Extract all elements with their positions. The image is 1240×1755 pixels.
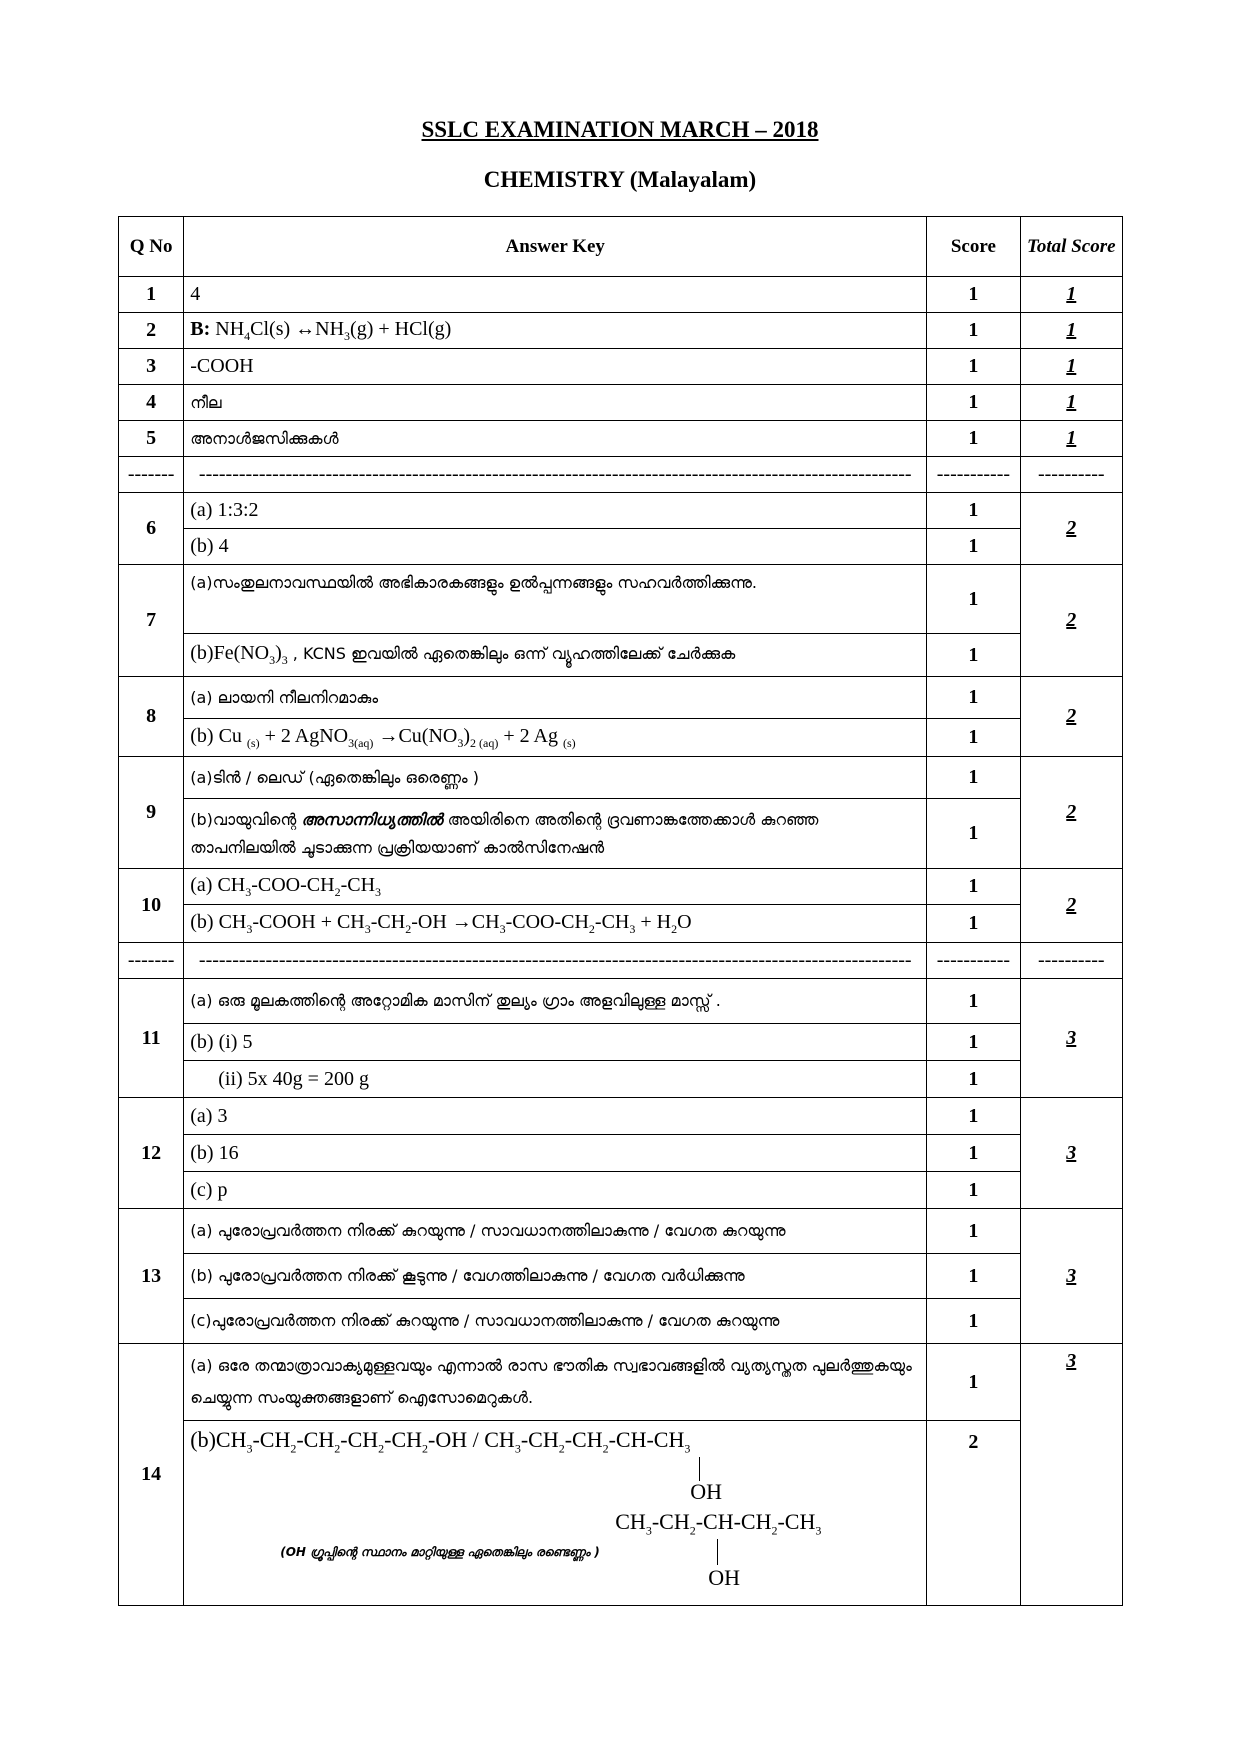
q-number: 14 bbox=[119, 1344, 184, 1606]
table-row bbox=[119, 385, 1123, 421]
total-score: 2 bbox=[1020, 493, 1122, 565]
total-score: 3 bbox=[1020, 979, 1122, 1098]
score: 1 bbox=[927, 277, 1020, 313]
table-row bbox=[119, 799, 1123, 869]
table-row bbox=[119, 421, 1123, 457]
table-row bbox=[119, 1061, 1123, 1098]
oh-label: OH bbox=[708, 1565, 741, 1590]
total-score: 2 bbox=[1020, 757, 1122, 869]
answer-b: $(b)Fe(NO_3)_3$ , KCNS ഇവയിൽ ഏതെങ്കിലും ഒന്ന് വ്യൂഹത്തിലേക്ക് ചേർക്കുക bbox=[184, 634, 927, 677]
q-number: 7 bbox=[119, 565, 184, 677]
table-row bbox=[119, 869, 1123, 905]
q-number: 5 bbox=[119, 421, 184, 457]
total-score: 3 bbox=[1020, 1209, 1122, 1344]
header-score: Score bbox=[927, 217, 1020, 277]
separator: ----------------------------------------------------------------------------------------------------------- bbox=[184, 457, 927, 493]
total-score: 1 bbox=[1020, 421, 1122, 457]
answer-a: (a)സംതുലനാവസ്ഥയിൽ അഭികാരകങ്ങളും ഉൽപ്പന്നങ്ങളും സഹവർത്തിക്കുന്നു. bbox=[184, 565, 927, 634]
oh-label: OH bbox=[690, 1479, 723, 1504]
answer-c: (c) p bbox=[184, 1172, 927, 1209]
q-number: 8 bbox=[119, 677, 184, 757]
table-row bbox=[119, 979, 1123, 1024]
separator: ----------- bbox=[927, 943, 1020, 979]
score: 1 bbox=[927, 529, 1020, 565]
q-number: 2 bbox=[119, 313, 184, 349]
score: 2 bbox=[927, 1421, 1020, 1606]
answer-a: (a) ഒരു മൂലകത്തിന്റെ അറ്റോമിക മാസിന് തുല്യം ഗ്രാം അളവിലുള്ള മാസ്സ് . bbox=[184, 979, 927, 1024]
score: 1 bbox=[927, 634, 1020, 677]
score: 1 bbox=[927, 349, 1020, 385]
isomer-structures bbox=[190, 1427, 920, 1597]
exam-title: SSLC EXAMINATION MARCH – 2018 bbox=[421, 117, 819, 142]
table-row bbox=[119, 493, 1123, 529]
score: 1 bbox=[927, 1209, 1020, 1254]
answer-b bbox=[184, 1421, 927, 1606]
table-row bbox=[119, 905, 1123, 943]
score: 1 bbox=[927, 565, 1020, 634]
answer-a: (a) $CH_3-COO-CH_2-CH_3$ bbox=[184, 869, 927, 905]
answer-key-table bbox=[118, 216, 1123, 1606]
answer-b: (b) 16 bbox=[184, 1135, 927, 1172]
separator: ---------- bbox=[1020, 943, 1122, 979]
total-score: 2 bbox=[1020, 869, 1122, 943]
score: 1 bbox=[927, 1172, 1020, 1209]
table-row bbox=[119, 719, 1123, 757]
table-row bbox=[119, 1098, 1123, 1135]
score: 1 bbox=[927, 799, 1020, 869]
isomer-2: $CH_3-CH_2-CH-CH_2-CH_3$ bbox=[615, 1509, 822, 1538]
header-row bbox=[119, 217, 1123, 277]
separator: ---------- bbox=[1020, 457, 1122, 493]
separator-row bbox=[119, 457, 1123, 493]
score: 1 bbox=[927, 1344, 1020, 1421]
score: 1 bbox=[927, 1254, 1020, 1299]
answer-c: (c)പുരോപ്രവർത്തന നിരക്ക് കുറയുന്നു / സാവധാനത്തിലാകുന്നു / വേഗത കുറയുന്നു bbox=[184, 1299, 927, 1344]
bond-line bbox=[699, 1457, 700, 1481]
score: 1 bbox=[927, 493, 1020, 529]
separator: ------- bbox=[119, 943, 184, 979]
score: 1 bbox=[927, 719, 1020, 757]
score: 1 bbox=[927, 1098, 1020, 1135]
q-number: 4 bbox=[119, 385, 184, 421]
separator: ----------- bbox=[927, 457, 1020, 493]
score: 1 bbox=[927, 421, 1020, 457]
answer-b-post: അയിരിനെ അതിന്റെ ദ്രവണാങ്കത്തേക്കാൾ കുറഞ്ഞ താപനിലയിൽ ചൂടാക്കുന്ന പ്രക്രിയയാണ് കാൽസിനേഷൻ bbox=[190, 809, 819, 857]
total-score: 2 bbox=[1020, 565, 1122, 677]
table-row bbox=[119, 1254, 1123, 1299]
table-row bbox=[119, 677, 1123, 719]
score: 1 bbox=[927, 979, 1020, 1024]
answer-b-pre: (b)വായുവിന്റെ bbox=[190, 809, 302, 829]
score: 1 bbox=[927, 1061, 1020, 1098]
total-score: 3 bbox=[1020, 1344, 1122, 1606]
q-number: 13 bbox=[119, 1209, 184, 1344]
answer-b-emphasis: അസാന്നിധ്യത്തിൽ bbox=[301, 809, 443, 829]
total-score: 1 bbox=[1020, 349, 1122, 385]
q-number: 12 bbox=[119, 1098, 184, 1209]
answer: 4 bbox=[184, 277, 927, 313]
table-row bbox=[119, 1209, 1123, 1254]
answer: -COOH bbox=[184, 349, 927, 385]
header-answer: Answer Key bbox=[184, 217, 927, 277]
answer-b: (b) (i) 5 bbox=[184, 1024, 927, 1061]
q-number: 6 bbox=[119, 493, 184, 565]
separator: ----------------------------------------------------------------------------------------------------------- bbox=[184, 943, 927, 979]
answer-a: (a) 1:3:2 bbox=[184, 493, 927, 529]
q-number: 11 bbox=[119, 979, 184, 1098]
q-number: 9 bbox=[119, 757, 184, 869]
answer-a: (a) ലായനി നീലനിറമാകും bbox=[184, 677, 927, 719]
table-row bbox=[119, 1299, 1123, 1344]
table-row bbox=[119, 529, 1123, 565]
answer-a: (a)ടിൻ / ലെഡ് (ഏതെങ്കിലും ഒരെണ്ണം ) bbox=[184, 757, 927, 799]
table-row bbox=[119, 1135, 1123, 1172]
bond-line bbox=[717, 1539, 718, 1565]
answer-b: (b) $CH_3$-COOH + $CH_3-CH_2-OH \to CH_3-COO-CH_2-CH_3 + H_2O$ bbox=[184, 905, 927, 943]
table-row bbox=[119, 1421, 1123, 1606]
header-total: Total Score bbox=[1020, 217, 1122, 277]
score: 1 bbox=[927, 1299, 1020, 1344]
answer-prefix: B: bbox=[190, 317, 211, 340]
score: 1 bbox=[927, 869, 1020, 905]
answer-b-text: , KCNS ഇവയിൽ ഏതെങ്കിലും ഒന്ന് വ്യൂഹത്തിലേക്ക് ചേർക്കുക bbox=[292, 644, 736, 663]
q-number: 1 bbox=[119, 277, 184, 313]
table-row bbox=[119, 349, 1123, 385]
table-row bbox=[119, 634, 1123, 677]
table-row bbox=[119, 1172, 1123, 1209]
answer-c: (ii) 5x 40g = 200 g bbox=[184, 1061, 927, 1098]
table-row bbox=[119, 757, 1123, 799]
table-row bbox=[119, 277, 1123, 313]
total-score: 2 bbox=[1020, 677, 1122, 757]
q-number: 10 bbox=[119, 869, 184, 943]
total-score: 1 bbox=[1020, 313, 1122, 349]
table-row bbox=[119, 1344, 1123, 1421]
table-row bbox=[119, 313, 1123, 349]
table-row bbox=[119, 1024, 1123, 1061]
total-score: 1 bbox=[1020, 385, 1122, 421]
answer: അനാൾജസിക്കുകൾ bbox=[184, 421, 927, 457]
total-score: 3 bbox=[1020, 1098, 1122, 1209]
score: 1 bbox=[927, 313, 1020, 349]
score: 1 bbox=[927, 905, 1020, 943]
answer-a: (a) ഒരേ തന്മാത്രാവാക്യമുള്ളവയും എന്നാൽ രാസ ഭൗതിക സ്വഭാവങ്ങളിൽ വ്യത്യസ്തത പുലർത്തുകയും ചെയ്യുന്ന സംയുക്തങ്ങളാണ് ഐസോമെറുകൾ. bbox=[184, 1344, 927, 1421]
answer-a: (a) പുരോപ്രവർത്തന നിരക്ക് കുറയുന്നു / സാവധാനത്തിലാകുന്നു / വേഗത കുറയുന്നു bbox=[184, 1209, 927, 1254]
answer-b bbox=[184, 799, 927, 869]
answer-a: (a) 3 bbox=[184, 1098, 927, 1135]
note: (OH ഗ്രൂപ്പിന്റെ സ്ഥാനം മാറ്റിയുള്ള ഏതെങ്കിലും രണ്ടെണ്ണം ) bbox=[280, 1545, 600, 1559]
answer: B: $NH_4Cl(s)$ $\leftrightarrow NH_3(g) + HCl(g)$ bbox=[184, 313, 927, 349]
answer-b: (b) പുരോപ്രവർത്തന നിരക്ക് കൂടുന്നു / വേഗത്തിലാകുന്നു / വേഗത വർധിക്കുന്നു bbox=[184, 1254, 927, 1299]
table-row bbox=[119, 565, 1123, 634]
header-qno: Q No bbox=[119, 217, 184, 277]
score: 1 bbox=[927, 1024, 1020, 1061]
subject-title: CHEMISTRY (Malayalam) bbox=[483, 167, 757, 192]
separator-row bbox=[119, 943, 1123, 979]
separator: ------- bbox=[119, 457, 184, 493]
score: 1 bbox=[927, 1135, 1020, 1172]
answer-b: (b) Cu $_{(s)}$ + 2 AgNO$_{3(aq)}$ $\to Cu(NO_3)_{2 (aq)} + 2$ Ag $_{(s)}$ bbox=[184, 719, 927, 757]
isomer-1: $(b)CH_3-CH_2-CH_2-CH_2-CH_2-OH / CH_3-CH_2-CH_2-CH-CH_3$ bbox=[190, 1427, 691, 1456]
answer: നീല bbox=[184, 385, 927, 421]
q-number: 3 bbox=[119, 349, 184, 385]
score: 1 bbox=[927, 385, 1020, 421]
total-score: 1 bbox=[1020, 277, 1122, 313]
answer-b: (b) 4 bbox=[184, 529, 927, 565]
score: 1 bbox=[927, 677, 1020, 719]
score: 1 bbox=[927, 757, 1020, 799]
